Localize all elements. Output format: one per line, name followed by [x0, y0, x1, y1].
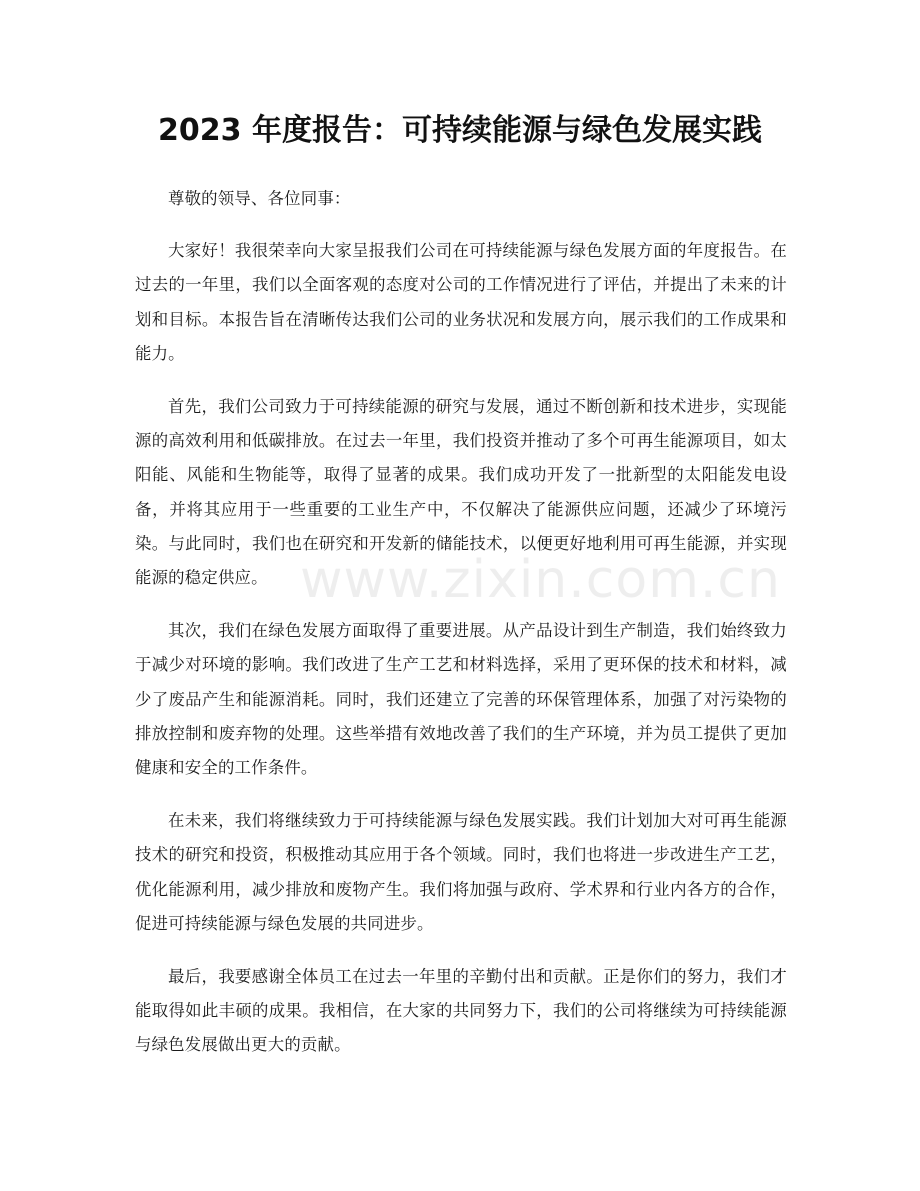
paragraph-green-development: 其次，我们在绿色发展方面取得了重要进展。从产品设计到生产制造，我们始终致力于减少对环境的影响。我们改进了生产工艺和材料选择，采用了更环保的技术和材料，减少了废品产生和能源消耗。同时，我们还建立了完善的环保管理体系，加强了对污染物的排放控制和废弃物的处理。这些举措有效地改善了我们的生产环境，并为员工提供了更加健康和安全的工作条件。	[135, 621, 787, 778]
paragraph-renewable-energy: 首先，我们公司致力于可持续能源的研究与发展，通过不断创新和技术进步，实现能源的高效利用和低碳排放。在过去一年里，我们投资并推动了多个可再生能源项目，如太阳能、风能和生物能等，取得了显著的成果。我们成功开发了一批新型的太阳能发电设备，并将其应用于一些重要的工业生产中，不仅解决了能源供应问题，还减少了环境污染。与此同时，我们也在研究和开发新的储能技术，以便更好地利用可再生能源，并实现能源的稳定供应。	[135, 397, 787, 588]
paragraph-intro: 大家好！我很荣幸向大家呈报我们公司在可持续能源与绿色发展方面的年度报告。在过去的一年里，我们以全面客观的态度对公司的工作情况进行了评估，并提出了未来的计划和目标。本报告旨在清晰传达我们公司的业务状况和发展方向，展示我们的工作成果和能力。	[135, 241, 787, 363]
paragraph-future-plans: 在未来，我们将继续致力于可持续能源与绿色发展实践。我们计划加大对可再生能源技术的研究和投资，积极推动其应用于各个领域。同时，我们也将进一步改进生产工艺，优化能源利用，减少排放和废物产生。我们将加强与政府、学术界和行业内各方的合作，促进可持续能源与绿色发展的共同进步。	[135, 811, 787, 933]
salutation: 尊敬的领导、各位同事：	[168, 189, 351, 208]
watermark: www.zixin.com.cn	[300, 550, 781, 610]
document-title: 2023 年度报告：可持续能源与绿色发展实践	[158, 113, 762, 148]
paragraph-closing: 最后，我要感谢全体员工在过去一年里的辛勤付出和贡献。正是你们的努力，我们才能取得如此丰硕的成果。我相信，在大家的共同努力下，我们的公司将继续为可持续能源与绿色发展做出更大的贡献。	[135, 967, 787, 1055]
document-body	[135, 182, 787, 1063]
